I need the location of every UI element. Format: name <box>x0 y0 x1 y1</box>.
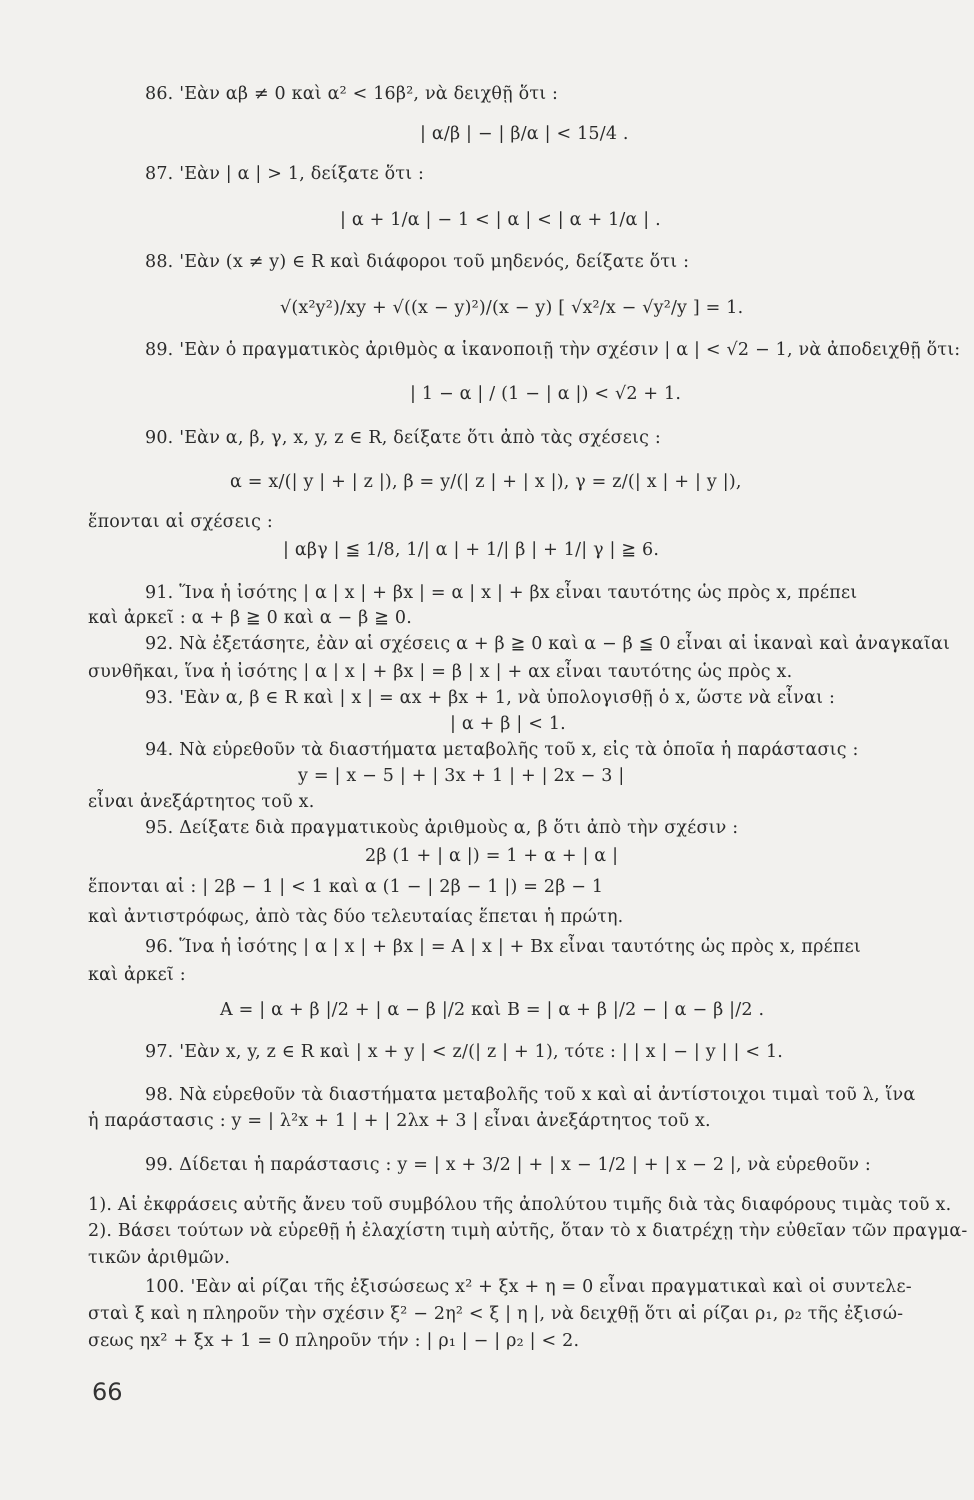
line-25: καὶ ἀντιστρόφως, ἀπὸ τὰς δύο τελευταίας ἕπεται ἡ πρώτη. <box>88 907 624 927</box>
line-15: 92. Νὰ ἐξετάσητε, ἐὰν αἱ σχέσεις α + β ≧ 0 καὶ α − β ≦ 0 εἶναι αἱ ἱκαναὶ καὶ ἀναγκαῖαι <box>145 634 951 654</box>
line-13: 91. Ἵνα ἡ ἰσότης | α | x | + βx | = α | x | + βx εἶναι ταυτότης ὡς πρὸς x, πρέπει <box>145 583 858 603</box>
line-24: ἕπονται αἱ : | 2β − 1 | < 1 καὶ α (1 − | 2β − 1 |) = 2β − 1 <box>88 877 604 897</box>
line-35: τικῶν ἀριθμῶν. <box>88 1248 231 1268</box>
line-32: 99. Δίδεται ἡ παράστασις : y = | x + 3/2 | + | x − 1/2 | + | x − 2 |, νὰ εὑρεθοῦν : <box>145 1155 872 1175</box>
line-14: καὶ ἀρκεῖ : α + β ≧ 0 καὶ α − β ≧ 0. <box>88 608 412 628</box>
line-38: σεως ηx² + ξx + 1 = 0 πληροῦν τήν : | ρ₁ | − | ρ₂ | < 2. <box>88 1331 580 1351</box>
line-28: A = | α + β |/2 + | α − β |/2 καὶ B = | α + β |/2 − | α − β |/2 . <box>220 1000 765 1020</box>
line-21: εἶναι ἀνεξάρτητος τοῦ x. <box>88 792 315 812</box>
line-36: 100. 'Εὰν αἱ ρίζαι τῆς ἐξισώσεως x² + ξx + η = 0 εἶναι πραγματικαὶ καὶ οἱ συντελε- <box>145 1277 912 1297</box>
line-37: σταὶ ξ καὶ η πληροῦν τὴν σχέσιν ξ² − 2η² < ξ | η |, νὰ δειχθῇ ὅτι αἱ ρίζαι ρ₁, ρ₂ τῆς ἐξισώ- <box>88 1304 904 1324</box>
line-16: συνθῆκαι, ἵνα ἡ ἰσότης | α | x | + βx | = β | x | + αx εἶναι ταυτότης ὡς πρὸς x. <box>88 662 793 682</box>
line-10: α = x/(| y | + | z |), β = y/(| z | + | x |), γ = z/(| x | + | y |), <box>230 472 742 492</box>
line-22: 95. Δείξατε διὰ πραγματικοὺς ἀριθμοὺς α, β ὅτι ἀπὸ τὴν σχέσιν : <box>145 818 739 838</box>
page-number: 66 <box>92 1378 123 1406</box>
line-9: 90. 'Εὰν α, β, γ, x, y, z ∈ R, δείξατε ὅτι ἀπὸ τὰς σχέσεις : <box>145 428 661 448</box>
line-19: 94. Νὰ εὑρεθοῦν τὰ διαστήματα μεταβολῆς τοῦ x, εἰς τὰ ὁποῖα ἡ παράστασις : <box>145 740 859 760</box>
line-30: 98. Νὰ εὑρεθοῦν τὰ διαστήματα μεταβολῆς τοῦ x καὶ αἱ ἀντίστοιχοι τιμαὶ τοῦ λ, ἵνα <box>145 1085 916 1105</box>
line-17: 93. 'Εὰν α, β ∈ R καὶ | x | = αx + βx + 1, νὰ ὑπολογισθῇ ὁ x, ὥστε νὰ εἶναι : <box>145 688 836 708</box>
line-2: | α/β | − | β/α | < 15/4 . <box>420 124 629 144</box>
line-8: | 1 − α | / (1 − | α |) < √2 + 1. <box>410 384 682 404</box>
line-12: | αβγ | ≦ 1/8, 1/| α | + 1/| β | + 1/| γ | ≧ 6. <box>283 540 660 560</box>
line-34: 2). Βάσει τούτων νὰ εὑρεθῇ ἡ ἐλαχίστη τιμὴ αὐτῆς, ὅταν τὸ x διατρέχῃ τὴν εὐθεῖαν τῶν πραγμα- <box>88 1221 968 1241</box>
line-27: καὶ ἀρκεῖ : <box>88 965 186 985</box>
line-4: | α + 1/α | − 1 < | α | < | α + 1/α | . <box>340 210 661 230</box>
line-5: 88. 'Εὰν (x ≠ y) ∈ R καὶ διάφοροι τοῦ μηδενός, δείξατε ὅτι : <box>145 252 690 272</box>
line-33: 1). Αἱ ἐκφράσεις αὐτῆς ἄνευ τοῦ συμβόλου τῆς ἀπολύτου τιμῆς διὰ τὰς διαφόρους τιμὰς τοῦ x. <box>88 1195 952 1215</box>
line-26: 96. Ἵνα ἡ ἰσότης | α | x | + βx | = A | x | + Bx εἶναι ταυτότης ὡς πρὸς x, πρέπει <box>145 937 861 957</box>
line-29: 97. 'Εὰν x, y, z ∈ R καὶ | x + y | < z/(| z | + 1), τότε : | | x | − | y | | < 1. <box>145 1042 784 1062</box>
line-31: ἡ παράστασις : y = | λ²x + 1 | + | 2λx + 3 | εἶναι ἀνεξάρτητος τοῦ x. <box>88 1111 711 1131</box>
line-11: ἕπονται αἱ σχέσεις : <box>88 512 273 532</box>
line-18: | α + β | < 1. <box>450 714 566 734</box>
line-3: 87. 'Εὰν | α | > 1, δείξατε ὅτι : <box>145 164 425 184</box>
line-20: y = | x − 5 | + | 3x + 1 | + | 2x − 3 | <box>298 766 625 786</box>
line-23: 2β (1 + | α |) = 1 + α + | α | <box>365 846 619 866</box>
line-1: 86. 'Εὰν αβ ≠ 0 καὶ α² < 16β², νὰ δειχθῇ ὅτι : <box>145 84 559 104</box>
line-7: 89. 'Εὰν ὁ πραγματικὸς ἀριθμὸς α ἱκανοποιῇ τὴν σχέσιν | α | < √2 − 1, νὰ ἀποδειχθῇ ὅτι: <box>145 340 961 360</box>
line-6: √(x²y²)/xy + √((x − y)²)/(x − y) [ √x²/x − √y²/y ] = 1. <box>280 298 744 318</box>
